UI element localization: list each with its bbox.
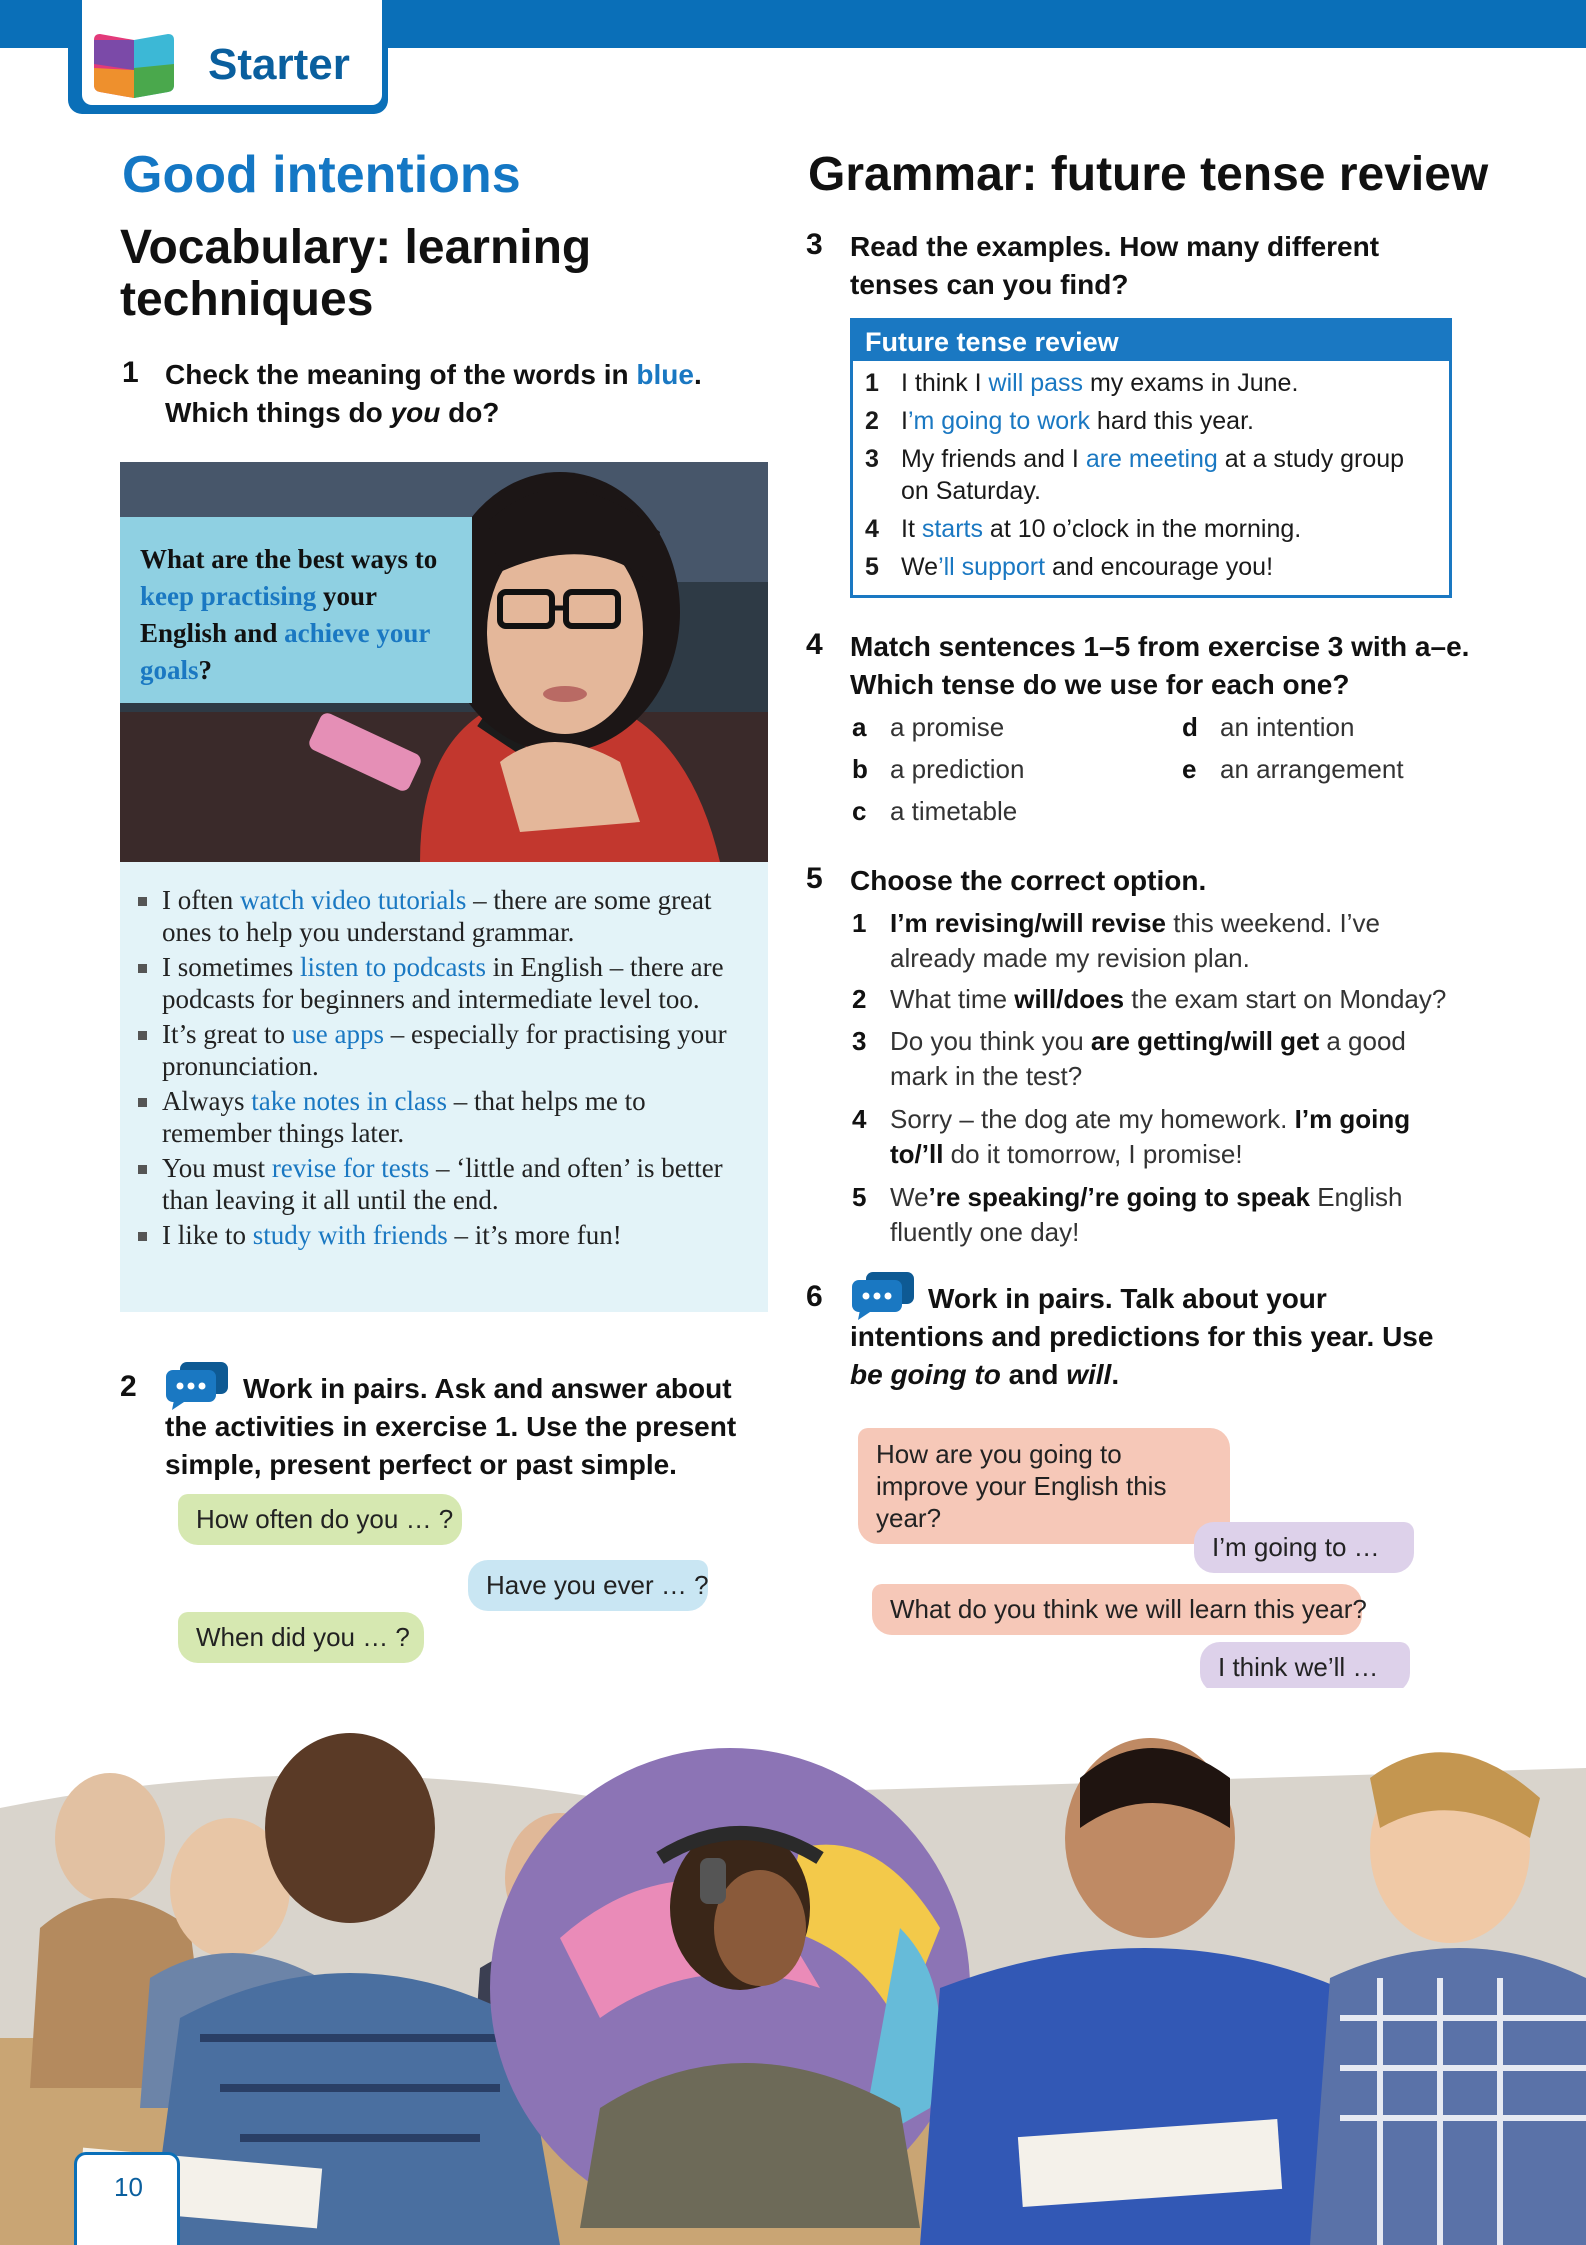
question-box: What are the best ways to keep practising your English and achieve your goals? [120, 517, 472, 703]
match-item: d an intention [1182, 712, 1355, 742]
list-item: You must revise for tests – ‘little and often’ is better than leaving it all until the end. [136, 1152, 744, 1216]
match-item: e an arrangement [1182, 754, 1404, 784]
book-logo-icon [88, 30, 180, 102]
future-tense-box [850, 318, 1452, 598]
list-item: I like to study with friends – it’s more fun! [136, 1219, 744, 1251]
match-item: b a prediction [852, 754, 1025, 784]
speech-bubble: I think we’ll … [1200, 1642, 1410, 1693]
vocabulary-title: Vocabulary: learning techniques [120, 221, 592, 326]
box-title: Future tense review [853, 321, 1449, 361]
option-item: 1 I’m revising/will revise this weekend. I’ve already made my revision plan. [852, 908, 1380, 973]
speech-bubble: How often do you … ? [178, 1494, 462, 1545]
example-row: 5 We’ll support and encourage you! [865, 553, 1274, 581]
exercise-5-number: 5 [806, 862, 823, 895]
learning-tips-list [120, 862, 768, 1312]
speech-bubble: When did you … ? [178, 1612, 424, 1663]
unit-title: Good intentions [122, 146, 521, 204]
exercise-6-number: 6 [806, 1280, 823, 1313]
option-item: 3 Do you think you are getting/will get a good mark in the test? [852, 1026, 1406, 1091]
exercise-2-instruction: Work in pairs. Ask and answer about the activities in exercise 1. Use the present simple, present perfect or past simple. [165, 1373, 737, 1480]
exercise-1-instruction: Check the meaning of the words in blue. Which things do you do? [165, 359, 702, 428]
list-item: I sometimes listen to podcasts in English – there are podcasts for beginners and intermediate level too. [136, 951, 744, 1015]
exercise-4-instruction: Match sentences 1–5 from exercise 3 with a–e. Which tense do we use for each one? [850, 631, 1470, 700]
exercise-4-number: 4 [806, 628, 823, 661]
match-item: a a promise [852, 712, 1005, 742]
speech-bubble: I’m going to … [1194, 1522, 1414, 1573]
list-item: I often watch video tutorials – there are some great ones to help you understand grammar. [136, 884, 744, 948]
option-item: 2 What time will/does the exam start on Monday? [852, 984, 1447, 1014]
speech-bubble: How are you going to improve your English this year? [858, 1428, 1230, 1544]
option-item: 4 Sorry – the dog ate my homework. I’m going to/’ll do it tomorrow, I promise! [852, 1104, 1411, 1169]
example-row: 3 My friends and I are meeting at a study group on Saturday. [865, 445, 1405, 505]
example-row: 1 I think I will pass my exams in June. [865, 369, 1299, 397]
exercise-1-number: 1 [122, 356, 139, 389]
page-number: 10 [114, 2172, 143, 2202]
list-item: Always take notes in class – that helps me to remember things later. [136, 1085, 744, 1149]
option-item: 5 We’re speaking/’re going to speak English fluently one day! [852, 1182, 1403, 1247]
list-item: It’s great to use apps – especially for practising your pronunciation. [136, 1018, 744, 1082]
speech-bubble: What do you think we will learn this year? [872, 1584, 1362, 1635]
match-item: c a timetable [852, 796, 1018, 826]
exercise-3-number: 3 [806, 228, 823, 261]
exercise-3-instruction: Read the examples. How many different tenses can you find? [850, 231, 1380, 300]
speech-bubble: Have you ever … ? [468, 1560, 708, 1611]
students-studying-photo [0, 1688, 1586, 2245]
example-row: 4 It starts at 10 o’clock in the morning. [865, 515, 1302, 543]
example-row: 2 I’m going to work hard this year. [865, 407, 1254, 435]
grammar-title: Grammar: future tense review [808, 148, 1489, 201]
exercise-6-instruction: Work in pairs. Talk about your intentions and predictions for this year. Use be going to and will. [850, 1283, 1434, 1390]
unit-label: Starter [208, 40, 350, 89]
exercise-5-instruction: Choose the correct option. [850, 865, 1207, 896]
exercise-2-number: 2 [120, 1370, 137, 1403]
